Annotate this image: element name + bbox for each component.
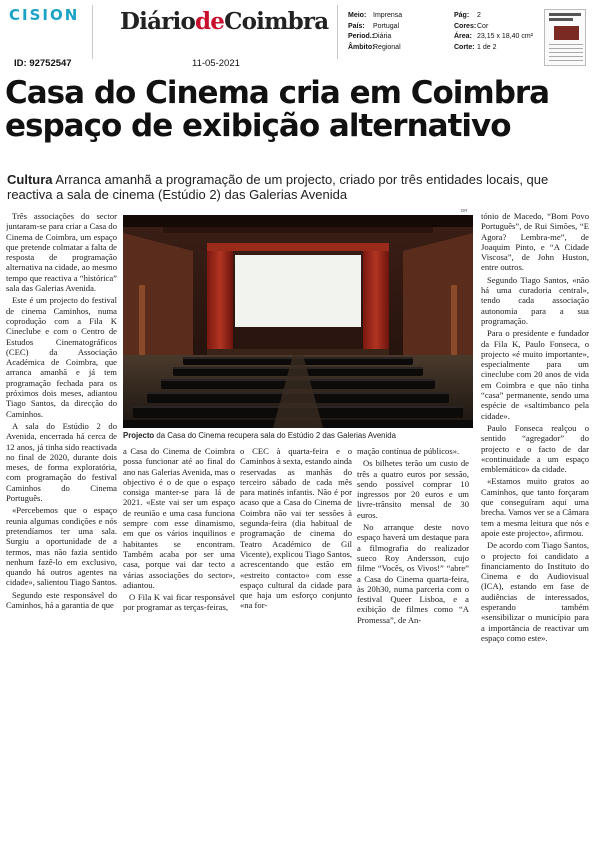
divider	[92, 5, 93, 59]
caption-label: Projecto	[123, 431, 155, 440]
meta-label: País:	[348, 22, 365, 30]
meta-value: Cor	[477, 22, 489, 30]
paragraph: De acordo com Tiago Santos, o projecto foi candidato a financiamento do Instituto do Cinema e do Audiovisual (ICA), estando em fase de audiências de interessados, esperando também «sensibilizar o município para a importância de reactivar um espaço como este».	[481, 540, 589, 643]
meta-row	[348, 22, 402, 33]
paragraph: o CEC à quarta-feira e o Caminhos à sexta, estando ainda reservadas as manhãs do terceiro sábado de cada mês para matinés infantis. Não é por acaso que a Casa do Cinema de Coimbra não vai ter sessões à segunda-feira (dia habitual de programação de cinema do Teatro Académico de Gil Vicente), explicou Tiago Santos, acrescentando que estão em «estreito contacto» com esse espaço cultural da cidade para que haja um esforço conjunto «na for-	[240, 446, 352, 611]
paragraph: mação contínua de públicos».	[357, 446, 460, 456]
meta-row	[454, 43, 533, 54]
meta-row	[454, 32, 533, 43]
meta-label: Área:	[454, 33, 472, 40]
meta-label: Cores:	[454, 22, 477, 30]
meta-label: Meio:	[348, 12, 367, 19]
meta-value: Diária	[373, 33, 392, 40]
meta-value: 23,15 x 18,40 cm²	[477, 33, 534, 40]
meta-row	[348, 32, 402, 43]
clip-id	[14, 58, 72, 69]
clip-id-label: ID:	[14, 58, 27, 69]
paragraph: Para o presidente e fundador da Fila K, Paulo Fonseca, o projecto «é muito importante», especialmente para um cineclube com 20 anos de vida em Coimbra e que não tinha “casa” permanente, sendo uma espécie de «saltimbanco pela cidade».	[481, 328, 589, 421]
media-meta-left	[348, 11, 402, 53]
paragraph: a Casa do Cinema de Coimbra possa funcionar até ao final do ano nas Galerias Avenida, mas o objectivo é o de que o espaço consiga manter-se para lá de 2021. «Este vai ser um espaço de reunião e uma casa funciona sempre com esse dinamismo, em que os vários inquilinos e habitantes se encontram. Também acaba por ser uma casa, porque vai dar tecto a várias associações do sector», adiantou.	[123, 446, 235, 590]
page-thumbnail	[544, 9, 586, 66]
paragraph: Três associações do sector juntaram-se para criar a Casa do Cinema de Coimbra, um espaço que pretende colmatar a falta de resposta de programação alternativa na cidade, ao mesmo tempo que reactiva a “histórica” sala das Galerias Avenida.	[6, 211, 117, 294]
article-column-4	[357, 446, 469, 666]
masthead-part-3: Coimbra	[224, 8, 329, 35]
clip-id-value: 92752547	[29, 58, 72, 69]
meta-value: 1 de 2	[477, 43, 497, 51]
divider	[337, 5, 338, 59]
article-column-5	[481, 211, 589, 671]
paragraph: Segundo este responsável do Caminhos, há a garantia de que	[6, 589, 117, 610]
article-column-2	[123, 446, 235, 666]
meta-row	[454, 22, 533, 33]
paragraph: Os bilhetes terão um custo de três a quatro euros por sessão, sendo possível comprar 10 ingressos por 20 euros e um livre-trânsito mensal de 30 euros.	[357, 458, 469, 520]
caption-text: da Casa do Cinema recupera sala do Estúdio 2 das Galerias Avenida	[156, 431, 396, 440]
article-column-3	[240, 446, 352, 666]
article-column-1	[6, 211, 117, 636]
cinema-auditorium-photo	[123, 215, 473, 428]
masthead-part-2: de	[194, 8, 225, 35]
article-lead	[7, 172, 587, 202]
masthead-part-1: Diário	[120, 8, 195, 35]
lead-text: Arranca amanhã a programação de um projecto, criado por três entidades locais, que reactiva a sala de cinema (Estúdio 2) das Galerias Avenida	[7, 172, 549, 202]
meta-label: Corte:	[454, 43, 475, 51]
photo-credit: DR	[461, 208, 468, 213]
paragraph: «Percebemos que o espaço reunia algumas condições e nós pretendíamos ter uma sala. Surgiu a oportunidade de a termos, mas não fazia sentido nenhum fazê-lo em exclusivo, quando há outros agentes na cidade», salientou Tiago Santos.	[6, 505, 117, 588]
paragraph: Este é um projecto do festival de cinema Caminhos, numa coprodução com a Fila K Cineclube e com o Centro de Estudos Cinematográficos (CEC) da Associação Académica de Coimbra, que arranca amanhã e já tem programação fechada para os próximos dois meses, adiantou Tiago Santos, da direcção do Caminhos.	[6, 295, 117, 419]
meta-value: 2	[477, 12, 481, 19]
meta-label: Period.:	[348, 33, 375, 40]
cision-logo: CISION	[9, 6, 80, 24]
article-headline: Casa do Cinema cria em Coimbra espaço de exibição alternativo	[5, 75, 550, 144]
newspaper-masthead	[120, 8, 328, 35]
meta-row	[454, 11, 533, 22]
meta-label: Âmbito:	[348, 43, 375, 51]
meta-row	[348, 11, 402, 22]
clip-date: 11-05-2021	[192, 58, 240, 69]
media-meta-right	[454, 11, 533, 53]
paragraph: O Fila K vai ficar responsável por programar as terças-feiras,	[123, 592, 235, 613]
paragraph: «Estamos muito gratos ao Caminhos, que tanto forçaram que conseguíram aqui uma brecha. Vamos ver se a Câmara tem a mesma leitura que nós e apoie este projecto», afirmou.	[481, 476, 589, 538]
meta-value: Imprensa	[373, 12, 403, 19]
paragraph: Segundo Tiago Santos, «não há uma curadoria central», tendo cada associação autonomia para a sua programação.	[481, 274, 589, 326]
photo-caption	[123, 431, 475, 440]
meta-value: Regional	[373, 43, 401, 51]
meta-row	[348, 43, 402, 54]
paragraph: tónio de Macedo, “Bom Povo Português”, de Rui Simões, “E Agora? Lembra-me”, de Joaquim Pinto, e “A Cidade Viscosa”, de John Huston, entre outros.	[481, 211, 589, 273]
paragraph: Paulo Fonseca realçou o sentido “agregador” do projecto e o facto de dar «continuidade a um espaço emblemático» da cidade.	[481, 422, 589, 475]
paragraph: A sala do Estúdio 2 do Avenida, encerrada há cerca de 12 anos, já tinha sido reactivada no final de 2020, durante dois meses, de forma exploratória, com programação do festival Caminhos do Cinema Português.	[6, 420, 117, 504]
paragraph: No arranque deste novo espaço haverá um destaque para a filmografia do realizador sueco Roy Andersson, cujo filme “Vocês, os Vivos!” “abre” a Casa do Cinema quarta-feira, às 20h30, numa parceria com o festival Queer Lisboa, e a exibição de filmes como “A Promessa”, de An-	[357, 522, 469, 625]
section-label: Cultura	[7, 172, 53, 187]
meta-label: Pág:	[454, 12, 470, 19]
meta-value: Portugal	[373, 22, 400, 30]
